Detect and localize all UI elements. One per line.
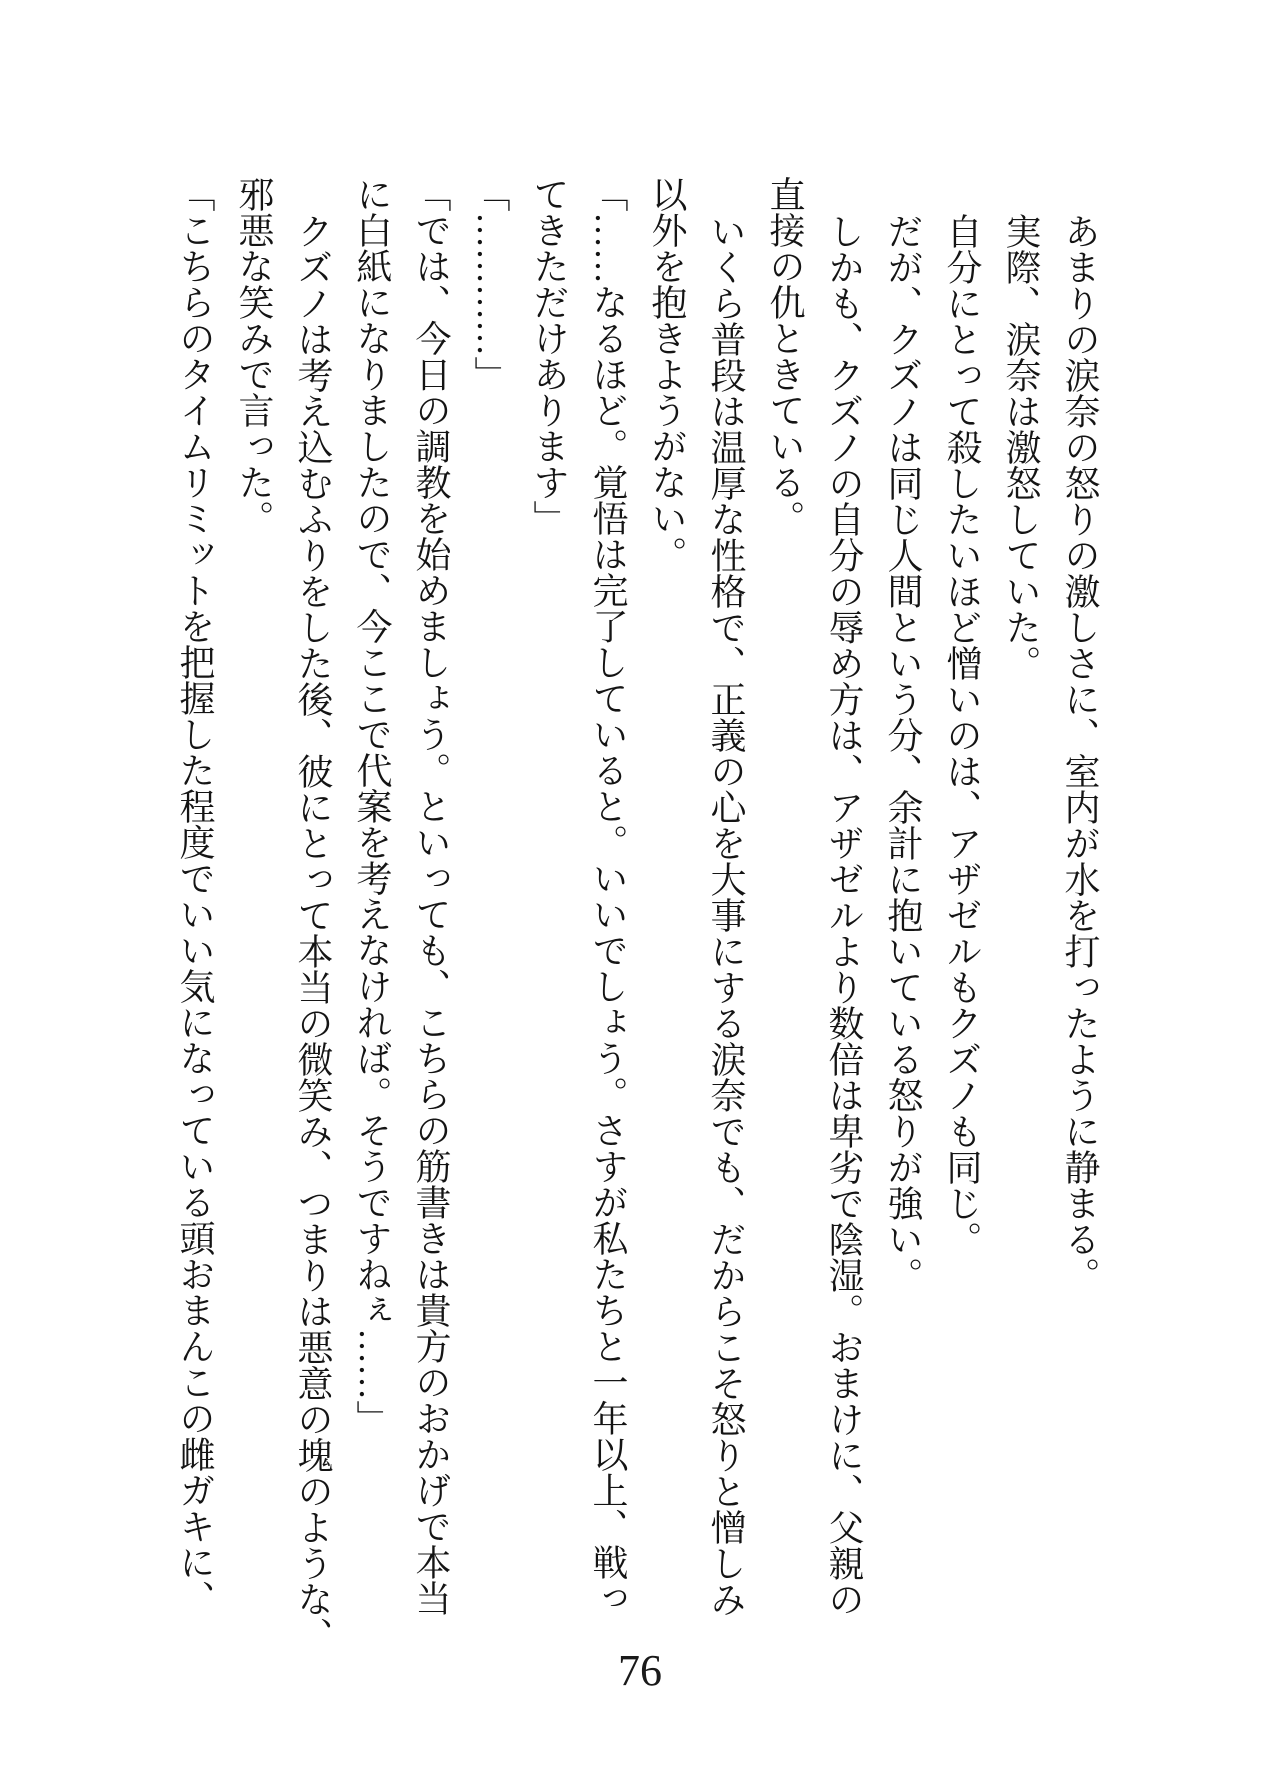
text-line-9: 「……なるほど。覚悟は完了していると。いいでしょう。さすが私たちと一年以上、戦っ [588, 176, 628, 1616]
text-line-1: あまりの涙奈の怒りの激しさに、室内が水を打ったように静まる。 [1060, 213, 1100, 1293]
text-block [165, 176, 1109, 1653]
text-line-16: 「こちらのタイムリミットを把握した程度でいい気になっている頭おまんこの雌ガキに、 [175, 176, 215, 1616]
text-line-14: クズノは考え込むふりをした後、彼にとって本当の微笑み、つまりは悪意の塊のような、 [293, 213, 333, 1653]
text-line-11: 「…………」 [470, 176, 510, 392]
text-line-7: いくら普段は温厚な性格で、正義の心を大事にする涙奈でも、だからこそ怒りと憎しみ [706, 213, 746, 1617]
text-line-4: だが、クズノは同じ人間という分、余計に抱いている怒りが強い。 [883, 213, 923, 1293]
text-line-2: 実際、涙奈は激怒していた。 [1001, 213, 1041, 681]
text-line-5: しかも、クズノの自分の辱め方は、アザゼルより数倍は卑劣で陰湿。おまけに、父親の [824, 213, 864, 1617]
page-number: 76 [618, 1646, 662, 1695]
text-line-8: 以外を抱きようがない。 [647, 176, 687, 572]
text-line-10: てきただけあります」 [529, 176, 569, 536]
text-line-12: 「では、今日の調教を始めましょう。といっても、こちらの筋書きは貴方のおかげで本当 [411, 176, 451, 1616]
text-line-3: 自分にとって殺したいほど憎いのは、アザゼルもクズノも同じ。 [942, 213, 982, 1257]
text-line-6: 直接の仇ときている。 [765, 176, 805, 536]
text-line-13: に白紙になりましたので、今ここで代案を考えなければ。そうですねぇ……」 [352, 176, 392, 1436]
text-line-15: 邪悪な笑みで言った。 [234, 176, 274, 536]
